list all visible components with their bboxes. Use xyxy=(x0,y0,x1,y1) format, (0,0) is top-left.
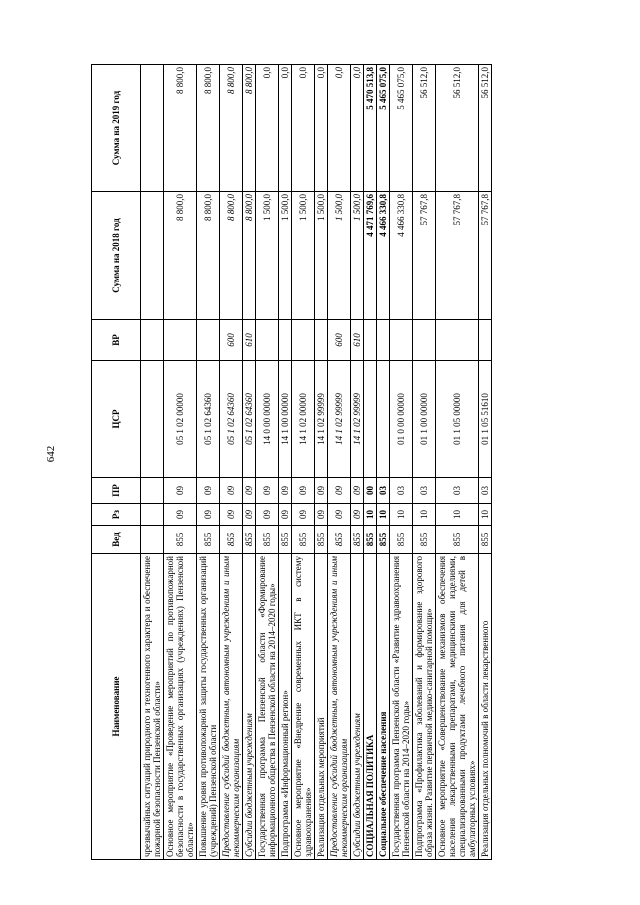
row-name-cell: чрезвычайных ситуаций природного и техногенного характера и обеспечение пожарной безопасности Пензенской области» xyxy=(141,554,164,860)
table-body xyxy=(141,65,492,860)
row-ved-cell: 855 xyxy=(315,526,328,554)
row-rz-cell: 09 xyxy=(292,504,315,526)
row-vr-cell: 600 xyxy=(220,320,243,361)
row-csr-cell xyxy=(364,361,377,478)
row-name-cell: Государственная программа Пензенской области «Формирование информационного общества в Пензенской области на 2014–2020 годы» xyxy=(256,554,279,860)
row-ved-cell: 855 xyxy=(436,526,479,554)
row-sum-2019-cell: 0,0 xyxy=(256,65,279,192)
row-sum-2018-cell xyxy=(141,192,164,320)
row-csr-cell xyxy=(377,361,390,478)
row-vr-cell xyxy=(390,320,413,361)
row-ved-cell: 855 xyxy=(243,526,256,554)
row-vr-cell: 600 xyxy=(328,320,351,361)
row-sum-2018-cell: 1 500,0 xyxy=(292,192,315,320)
table-row xyxy=(292,65,315,860)
row-sum-2018-cell: 1 500,0 xyxy=(315,192,328,320)
table-row xyxy=(351,65,364,860)
row-sum-2019-cell: 0,0 xyxy=(279,65,292,192)
row-sum-2019-cell: 8 800,0 xyxy=(164,65,197,192)
row-csr-cell: 01 0 00 00000 xyxy=(390,361,413,478)
row-ved-cell: 855 xyxy=(220,526,243,554)
row-sum-2019-cell: 5 465 075,0 xyxy=(390,65,413,192)
row-ved-cell: 855 xyxy=(364,526,377,554)
row-sum-2019-cell: 0,0 xyxy=(351,65,364,192)
row-pr-cell: 09 xyxy=(220,478,243,504)
row-ved-cell: 855 xyxy=(377,526,390,554)
table-row xyxy=(413,65,436,860)
row-sum-2018-cell: 1 500,0 xyxy=(279,192,292,320)
row-vr-cell xyxy=(279,320,292,361)
table-row xyxy=(436,65,479,860)
row-sum-2019-cell: 0,0 xyxy=(328,65,351,192)
row-sum-2018-cell: 4 466 330,8 xyxy=(377,192,390,320)
row-rz-cell: 09 xyxy=(328,504,351,526)
table-row xyxy=(328,65,351,860)
row-name-cell: Реализация отдельных мероприятий xyxy=(315,554,328,860)
row-sum-2019-cell: 8 800,0 xyxy=(220,65,243,192)
header-sum-2018: Сумма на 2018 год xyxy=(92,192,141,320)
row-sum-2018-cell: 8 800,0 xyxy=(220,192,243,320)
row-vr-cell xyxy=(315,320,328,361)
row-ved-cell: 855 xyxy=(390,526,413,554)
table-row xyxy=(256,65,279,860)
row-pr-cell: 03 xyxy=(390,478,413,504)
row-vr-cell xyxy=(479,320,492,361)
table-row xyxy=(164,65,197,860)
row-sum-2019-cell: 56 512,0 xyxy=(413,65,436,192)
row-csr-cell: 05 1 02 64360 xyxy=(220,361,243,478)
row-pr-cell: 09 xyxy=(256,478,279,504)
row-vr-cell: 610 xyxy=(243,320,256,361)
row-ved-cell: 855 xyxy=(328,526,351,554)
row-csr-cell: 05 1 02 64360 xyxy=(197,361,220,478)
row-ved-cell: 855 xyxy=(279,526,292,554)
row-pr-cell: 00 xyxy=(364,478,377,504)
row-sum-2018-cell: 1 500,0 xyxy=(256,192,279,320)
row-name-cell: Подпрограмма «Информационный регион» xyxy=(279,554,292,860)
page-number: 642 xyxy=(45,445,57,463)
row-name-cell: Повышение уровня противопожарной защиты государственных организаций (учреждений) Пензенской области xyxy=(197,554,220,860)
header-ved: Вед xyxy=(92,526,141,554)
row-sum-2018-cell: 8 800,0 xyxy=(197,192,220,320)
row-sum-2018-cell: 8 800,0 xyxy=(164,192,197,320)
table-row xyxy=(220,65,243,860)
row-pr-cell: 03 xyxy=(436,478,479,504)
row-csr-cell: 14 1 00 00000 xyxy=(279,361,292,478)
row-name-cell: Реализация отдельных полномочий в области лекарственного xyxy=(479,554,492,860)
header-name: Наименование xyxy=(92,554,141,860)
row-rz-cell: 09 xyxy=(279,504,292,526)
row-ved-cell: 855 xyxy=(351,526,364,554)
row-rz-cell: 09 xyxy=(315,504,328,526)
row-sum-2019-cell xyxy=(141,65,164,192)
row-pr-cell: 09 xyxy=(164,478,197,504)
row-name-cell: Субсидии бюджетным учреждениям xyxy=(243,554,256,860)
row-ved-cell: 855 xyxy=(479,526,492,554)
row-sum-2018-cell: 57 767,8 xyxy=(436,192,479,320)
row-pr-cell xyxy=(141,478,164,504)
row-rz-cell: 09 xyxy=(256,504,279,526)
row-rz-cell: 09 xyxy=(351,504,364,526)
row-pr-cell: 03 xyxy=(413,478,436,504)
row-pr-cell: 09 xyxy=(243,478,256,504)
row-vr-cell xyxy=(436,320,479,361)
row-sum-2019-cell: 0,0 xyxy=(292,65,315,192)
row-sum-2019-cell: 8 800,0 xyxy=(243,65,256,192)
row-pr-cell: 09 xyxy=(292,478,315,504)
row-csr-cell: 05 1 02 00000 xyxy=(164,361,197,478)
row-vr-cell xyxy=(164,320,197,361)
row-ved-cell: 855 xyxy=(164,526,197,554)
row-rz-cell: 09 xyxy=(197,504,220,526)
row-rz-cell: 10 xyxy=(479,504,492,526)
row-csr-cell: 14 1 02 00000 xyxy=(292,361,315,478)
row-ved-cell: 855 xyxy=(256,526,279,554)
row-csr-cell: 14 1 02 99999 xyxy=(351,361,364,478)
row-sum-2019-cell: 8 800,0 xyxy=(197,65,220,192)
row-sum-2018-cell: 8 800,0 xyxy=(243,192,256,320)
rotated-page xyxy=(91,65,559,860)
row-vr-cell: 610 xyxy=(351,320,364,361)
row-vr-cell xyxy=(413,320,436,361)
header-csr: ЦСР xyxy=(92,361,141,478)
row-csr-cell: 14 1 02 99999 xyxy=(315,361,328,478)
row-sum-2019-cell: 56 512,0 xyxy=(436,65,479,192)
row-sum-2018-cell: 57 767,8 xyxy=(413,192,436,320)
row-ved-cell xyxy=(141,526,164,554)
row-csr-cell: 14 1 02 99999 xyxy=(328,361,351,478)
table-row xyxy=(377,65,390,860)
row-pr-cell: 03 xyxy=(479,478,492,504)
row-name-cell: Предоставление субсидий бюджетным, автономным учреждениям и иным некоммерческим организациям xyxy=(220,554,243,860)
table-row xyxy=(479,65,492,860)
row-rz-cell: 10 xyxy=(436,504,479,526)
row-csr-cell: 01 1 00 00000 xyxy=(413,361,436,478)
row-vr-cell xyxy=(256,320,279,361)
row-sum-2018-cell: 4 471 769,6 xyxy=(364,192,377,320)
row-sum-2019-cell: 5 470 513,8 xyxy=(364,65,377,192)
row-ved-cell: 855 xyxy=(292,526,315,554)
row-csr-cell: 01 1 05 51610 xyxy=(479,361,492,478)
row-name-cell: Основное мероприятие «Проведение мероприятий по противопожарной безопасности в государственных организациях (учреждениях) Пензенской области» xyxy=(164,554,197,860)
row-vr-cell xyxy=(377,320,390,361)
row-vr-cell xyxy=(197,320,220,361)
row-ved-cell: 855 xyxy=(413,526,436,554)
header-rz: Рз xyxy=(92,504,141,526)
row-name-cell: Основное мероприятие «Совершенствование механизмов обеспечения населения лекарственными препаратами, медицинскими изделиями, специализированными продуктами лечебного питания для детей в амбулаторных условиях» xyxy=(436,554,479,860)
table-row xyxy=(315,65,328,860)
header-vr: ВР xyxy=(92,320,141,361)
row-sum-2019-cell: 5 465 075,0 xyxy=(377,65,390,192)
row-name-cell: Социальное обеспечение населения xyxy=(377,554,390,860)
row-pr-cell: 09 xyxy=(197,478,220,504)
table-row xyxy=(197,65,220,860)
row-csr-cell: 01 1 05 00000 xyxy=(436,361,479,478)
header-pr: ПР xyxy=(92,478,141,504)
table-row xyxy=(279,65,292,860)
table-row xyxy=(141,65,164,860)
row-sum-2018-cell: 4 466 330,8 xyxy=(390,192,413,320)
table-row xyxy=(364,65,377,860)
row-pr-cell: 09 xyxy=(328,478,351,504)
row-pr-cell: 03 xyxy=(377,478,390,504)
row-sum-2018-cell: 1 500,0 xyxy=(351,192,364,320)
table-header-row xyxy=(92,65,141,860)
row-rz-cell: 10 xyxy=(377,504,390,526)
row-vr-cell xyxy=(292,320,315,361)
row-name-cell: Государственная программа Пензенской области «Развитие здравоохранения Пензенской области на 2014–2020 годы» xyxy=(390,554,413,860)
row-csr-cell xyxy=(141,361,164,478)
budget-table xyxy=(91,64,492,860)
row-sum-2019-cell: 56 512,0 xyxy=(479,65,492,192)
row-sum-2018-cell: 57 767,8 xyxy=(479,192,492,320)
row-rz-cell: 09 xyxy=(243,504,256,526)
row-pr-cell: 09 xyxy=(279,478,292,504)
row-rz-cell: 09 xyxy=(164,504,197,526)
row-csr-cell: 14 0 00 00000 xyxy=(256,361,279,478)
row-sum-2018-cell: 1 500,0 xyxy=(328,192,351,320)
table-row xyxy=(390,65,413,860)
row-rz-cell: 10 xyxy=(413,504,436,526)
row-vr-cell xyxy=(141,320,164,361)
row-rz-cell: 09 xyxy=(220,504,243,526)
row-vr-cell xyxy=(364,320,377,361)
row-name-cell: Субсидии бюджетным учреждениям xyxy=(351,554,364,860)
row-name-cell: СОЦИАЛЬНАЯ ПОЛИТИКА xyxy=(364,554,377,860)
row-sum-2019-cell: 0,0 xyxy=(315,65,328,192)
header-sum-2019: Сумма на 2019 год xyxy=(92,65,141,192)
table-row xyxy=(243,65,256,860)
row-name-cell: Основное мероприятие «Внедрение современных ИКТ в систему здравоохранения» xyxy=(292,554,315,860)
row-rz-cell: 10 xyxy=(390,504,413,526)
row-rz-cell: 10 xyxy=(364,504,377,526)
row-pr-cell: 09 xyxy=(351,478,364,504)
row-name-cell: Предоставление субсидий бюджетным, автономным учреждениям и иным некоммерческим организациям xyxy=(328,554,351,860)
row-pr-cell: 09 xyxy=(315,478,328,504)
row-csr-cell: 05 1 02 64360 xyxy=(243,361,256,478)
row-rz-cell xyxy=(141,504,164,526)
row-name-cell: Подпрограмма «Профилактика заболеваний и формирование здорового образа жизни. Развитие первичной медико-санитарной помощи» xyxy=(413,554,436,860)
row-ved-cell: 855 xyxy=(197,526,220,554)
